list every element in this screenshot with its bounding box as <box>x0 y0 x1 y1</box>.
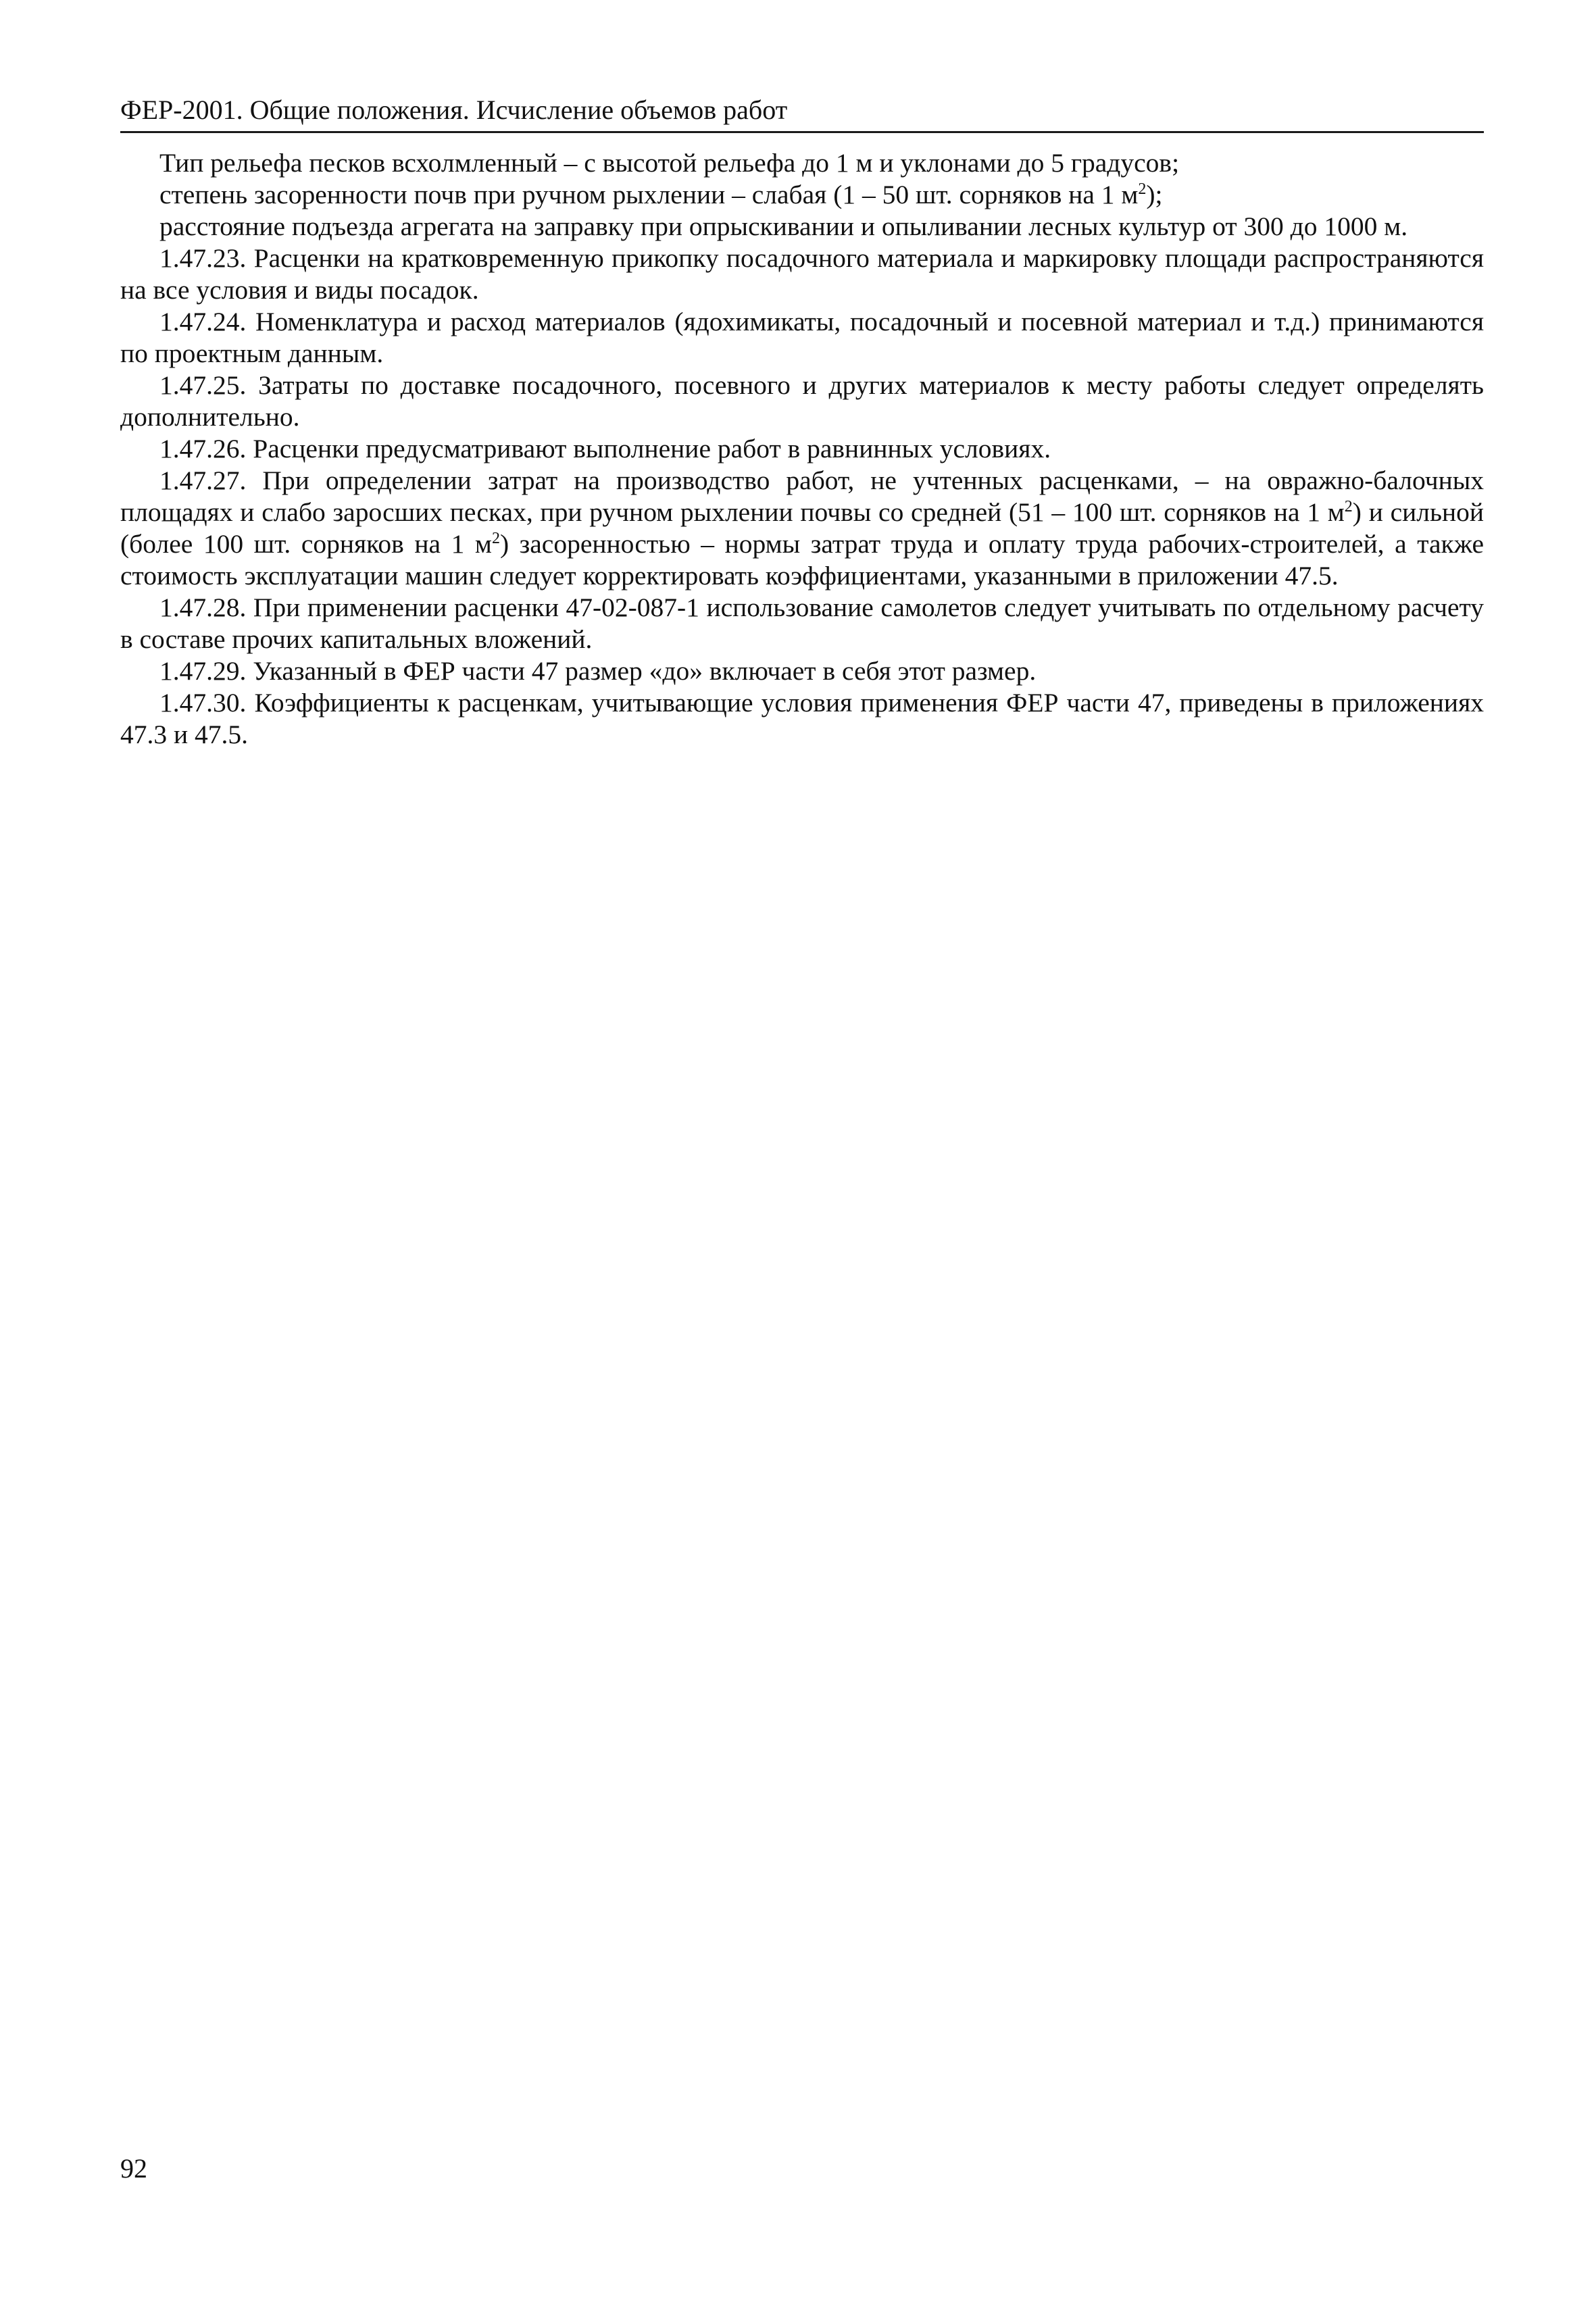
paragraph-relief-type: Тип рельефа песков всхолмленный – с высотой рельефа до 1 м и уклонами до 5 градусов; <box>159 148 1180 178</box>
document-body <box>120 147 1484 751</box>
paragraph-weed-degree: степень засоренности почв при ручном рыхлении – слабая (1 – 50 шт. сорняков на 1 $м^2$); <box>159 180 1163 209</box>
page-header <box>120 92 1484 133</box>
paragraph-1-47-30: 1.47.30. Коэффициенты к расценкам, учитывающие условия применения ФЕР части 47, приведены в приложениях 47.3 и 47.5. <box>120 688 1484 749</box>
paragraph-1-47-25: 1.47.25. Затраты по доставке посадочного, посевного и других материалов к месту работы следует определять дополнительно. <box>120 370 1484 432</box>
paragraph-1-47-29: 1.47.29. Указанный в ФЕР части 47 размер «до» включает в себя этот размер. <box>159 656 1037 686</box>
page-number: 92 <box>120 2153 147 2184</box>
page-title: ФЕР-2001. Общие положения. Исчисление объемов работ <box>120 95 788 125</box>
paragraph-refuel-distance: расстояние подъезда агрегата на заправку при опрыскивании и опыливании лесных культур от 300 до 1000 м. <box>159 211 1408 241</box>
paragraph-1-47-26: 1.47.26. Расценки предусматривают выполнение работ в равнинных условиях. <box>159 434 1051 463</box>
paragraph-1-47-27: 1.47.27. При определении затрат на производство работ, не учтенных расценками, – на овражно-балочных площадях и слабо заросших песках, при ручном рыхлении почвы со средней (51 – 100 шт. сорняков на 1 $м^2$) и сильной (более 100 шт. сорняков на 1 $м^2$) засоренностью – нормы затрат труда и оплату труда рабочих-строителей, а также стоимость эксплуатации машин следует корректировать коэффициентами, указанными в приложении 47.5. <box>120 466 1485 590</box>
paragraph-1-47-24: 1.47.24. Номенклатура и расход материалов (ядохимикаты, посадочный и посевной материал и т.д.) принимаются по проектным данным. <box>120 307 1484 368</box>
paragraph-1-47-23: 1.47.23. Расценки на кратковременную прикопку посадочного материала и маркировку площади распространяются на все условия и виды посадок. <box>120 243 1484 305</box>
paragraph-1-47-28: 1.47.28. При применении расценки 47-02-087-1 использование самолетов следует учитывать по отдельному расчету в составе прочих капитальных вложений. <box>120 593 1484 654</box>
